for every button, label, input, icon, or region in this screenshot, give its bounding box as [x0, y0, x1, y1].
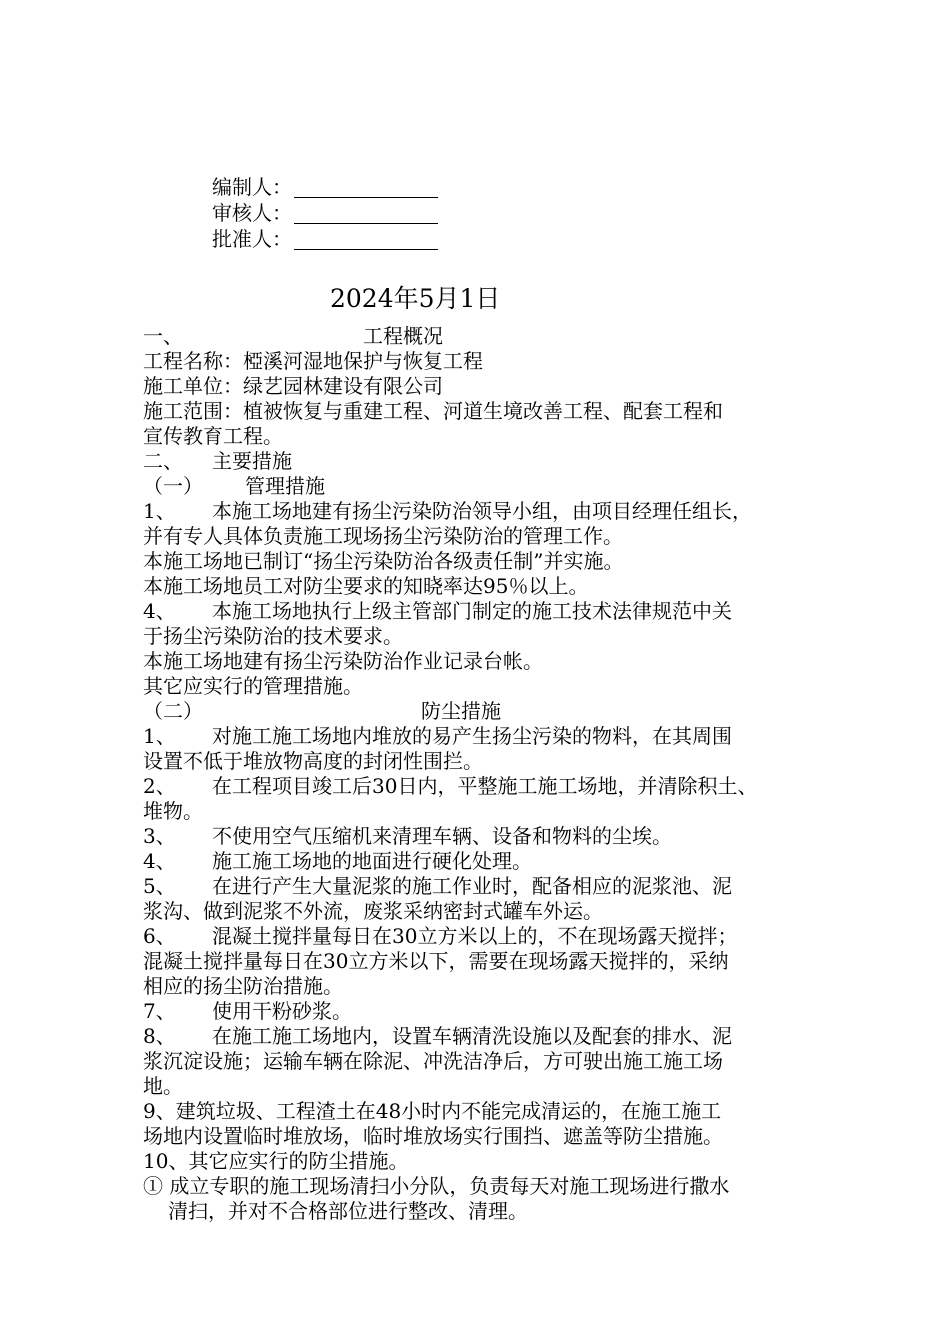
- reviewer-signature-line: [212, 200, 438, 226]
- contractor: 施工单位：绿艺园林建设有限公司: [143, 374, 443, 398]
- dust-item-7-line1: 使用干粉砂浆。: [212, 999, 352, 1023]
- management-item-1-line1: 本施工场地建有扬尘污染防治领导小组，由项目经理任组长，: [212, 499, 752, 523]
- section1-number: 一、: [143, 324, 183, 348]
- management-item-4-line1: 本施工场地执行上级主管部门制定的施工技术法律规范中关: [212, 599, 732, 623]
- scope-line-1: 施工范围：植被恢复与重建工程、河道生境改善工程、配套工程和: [143, 399, 723, 423]
- management-item-2: 本施工场地已制订“扬尘污染防治各级责任制”并实施。: [143, 549, 624, 573]
- management-item-4: [143, 599, 732, 624]
- dust-item-8-line2: 浆沉淀设施；运输车辆在除泥、冲洗洁净后，方可驶出施工施工场: [143, 1049, 723, 1073]
- dust-subitem-1-line1: ① 成立专职的施工现场清扫小分队，负责每天对施工现场进行撒水: [143, 1174, 730, 1198]
- management-item-1: [143, 499, 752, 524]
- approver-label: 批准人：: [212, 227, 292, 251]
- management-number: （一）: [143, 474, 203, 498]
- management-item-4-number: 4、: [143, 599, 176, 623]
- dust-item-2-line1: 在工程项目竣工后30日内，平整施工施工场地，并清除积土、: [212, 774, 758, 798]
- dust-item-5-line1: 在进行产生大量泥浆的施工作业时，配备相应的泥浆池、泥: [212, 874, 732, 898]
- dust-title: 防尘措施: [421, 699, 501, 723]
- dust-item-2-line2: 堆物。: [143, 799, 203, 823]
- dust-item-8-line3: 地。: [143, 1074, 183, 1098]
- section2-title: 主要措施: [212, 449, 292, 473]
- approver-blank: [294, 229, 438, 250]
- management-heading: [143, 474, 325, 499]
- compiler-label: 编制人：: [212, 175, 292, 199]
- dust-item-1-line2: 设置不低于堆放物高度的封闭性围拦。: [143, 749, 483, 773]
- dust-item-6-line3: 相应的扬尘防治措施。: [143, 974, 343, 998]
- dust-item-5-number: 5、: [143, 874, 176, 898]
- dust-item-8: [143, 1024, 732, 1049]
- reviewer-label: 审核人：: [212, 201, 292, 225]
- dust-item-6-line2: 混凝土搅拌量每日在30立方米以下，需要在现场露天搅拌的，采纳: [143, 949, 729, 973]
- management-title: 管理措施: [245, 474, 325, 498]
- dust-item-4-line1: 施工施工场地的地面进行硬化处理。: [212, 849, 532, 873]
- dust-item-1-number: 1、: [143, 724, 176, 748]
- dust-number: （二）: [143, 699, 203, 723]
- dust-item-7: [143, 999, 352, 1024]
- compiler-signature-line: [212, 174, 438, 200]
- dust-item-2-number: 2、: [143, 774, 176, 798]
- dust-item-10: 10、其它应实行的防尘措施。: [143, 1149, 409, 1173]
- dust-heading: [143, 699, 501, 724]
- scope-line-2: 宣传教育工程。: [143, 424, 283, 448]
- dust-item-6: [143, 924, 738, 949]
- dust-item-3-line1: 不使用空气压缩机来清理车辆、设备和物料的尘埃。: [212, 824, 672, 848]
- dust-item-5-line2: 浆沟、做到泥浆不外流，废浆采纳密封式罐车外运。: [143, 899, 603, 923]
- management-item-6: 其它应实行的管理措施。: [143, 674, 363, 698]
- dust-item-3-number: 3、: [143, 824, 176, 848]
- dust-item-2: [143, 774, 758, 799]
- dust-item-4-number: 4、: [143, 849, 176, 873]
- management-item-3: 本施工场地员工对防尘要求的知晓率达95％以上。: [143, 574, 589, 598]
- management-item-4-line2: 于扬尘污染防治的技术要求。: [143, 624, 403, 648]
- reviewer-blank: [294, 203, 438, 224]
- section1-title: 工程概况: [363, 324, 443, 348]
- management-item-5: 本施工场地建有扬尘污染防治作业记录台帐。: [143, 649, 543, 673]
- section2-number: 二、: [143, 449, 183, 473]
- dust-item-7-number: 7、: [143, 999, 176, 1023]
- dust-item-9-line2: 场地内设置临时堆放场，临时堆放场实行围挡、遮盖等防尘措施。: [143, 1124, 723, 1148]
- management-item-1-number: 1、: [143, 499, 176, 523]
- dust-item-6-line1: 混凝土搅拌量每日在30立方米以上的，不在现场露天搅拌；: [212, 924, 738, 948]
- management-item-1-line2: 并有专人具体负责施工现场扬尘污染防治的管理工作。: [143, 524, 623, 548]
- dust-item-1: [143, 724, 732, 749]
- dust-item-8-line1: 在施工施工场地内，设置车辆清洗设施以及配套的排水、泥: [212, 1024, 732, 1048]
- dust-item-9-line1: 9、建筑垃圾、工程渣土在48小时内不能完成清运的，在施工施工: [143, 1099, 722, 1123]
- section1-heading: [143, 324, 443, 349]
- dust-item-3: [143, 824, 672, 849]
- project-name: 工程名称：椏溪河湿地保护与恢复工程: [143, 349, 483, 373]
- dust-item-1-line1: 对施工施工场地内堆放的易产生扬尘污染的物料，在其周围: [212, 724, 732, 748]
- compiler-blank: [294, 177, 438, 198]
- approver-signature-line: [212, 226, 438, 252]
- dust-item-6-number: 6、: [143, 924, 176, 948]
- dust-item-5: [143, 874, 732, 899]
- dust-subitem-1-line2: 清扫，并对不合格部位进行整改、清理。: [168, 1199, 528, 1223]
- dust-item-8-number: 8、: [143, 1024, 176, 1048]
- section2-heading: [143, 449, 292, 474]
- document-date: 2024年5月1日: [330, 284, 501, 313]
- dust-item-4: [143, 849, 532, 874]
